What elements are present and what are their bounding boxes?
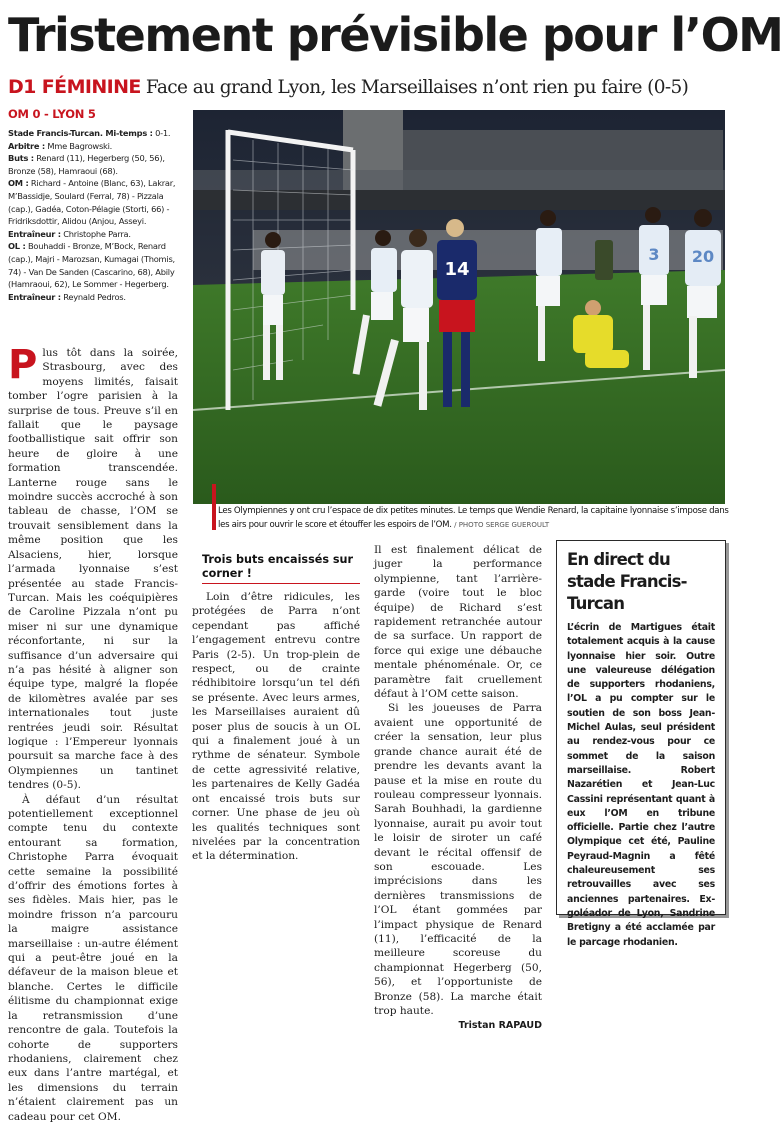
live-from-stadium-box — [556, 540, 726, 948]
deck: Face au grand Lyon, les Marseillaises n’ont rien pu faire (0-5) — [145, 77, 689, 98]
match-referee: Arbitre : Mme Bagrowski. — [8, 140, 113, 151]
box-text: L’écrin de Martigues était totalement acquis à la cause lyonnaise hier soir. Outre une valeureuse délégation de supporters rhodaniens, l’OL a pu compter sur le soutien de son boss Jean-Michel Aulas, seul président au rendez-vous pour ce sommet de la saison marseillaise. Robert Nazarétien et Jean-Luc Cassini représentant quant à eux l’OM en tribune officielle. Partie chez l’autre Olympique cet été, Pauline Peyraud-Magnin a fêté chaleureusement ses retrouvailles avec ses anciennes partenaires. Ex-goléador de Lyon, Sandrine Bretigny a été acclamée par le parcage rhodanien. — [567, 622, 715, 948]
ol-coach: Entraîneur : Reynald Pedros. — [8, 291, 126, 302]
match-photo-illustration — [193, 110, 725, 504]
ol-lineup: OL : Bouhaddi - Bronze, M’Bock, Renard (cap.), Majri - Marozsan, Kumagai (Thomis, 74) - Van De Sanden (Cascarino, 68), Abily (Hamraoui, 62), Le Sommer - Hegerberg. — [8, 241, 175, 290]
article-paragraph-3: Loin d’être ridicules, les protégées de Parra n’ont cependant pas affiché l’engagement entrevu contre Paris (2-5). Un trop-plein de respect, ou de crainte rédhibitoire lorsqu’un tel défi se présente. Avec leurs armes, les Marseillaises auraient dû poser plus de soucis à un OL qui a finalement joué à un rythme de sénateur. Symbole de cette agressivité relative, les partenaires de Kelly Gadéa ont encaissé trois buts sur corner. Une phase de jeu où les qualités techniques sont nivelées par la concentration et la détermination. — [192, 591, 360, 863]
match-score: OM 0 - LYON 5 — [8, 107, 96, 121]
match-sheet — [8, 106, 188, 346]
section-kicker: D1 FÉMININE — [8, 76, 141, 98]
article-paragraph-5: Si les joueuses de Parra avaient une opportunité de créer la sensation, leur plus grande chance aurait été de prendre les devants avant la pause et la mise en route du rouleau compresseur lyonnais. Sarah Bouhhadi, la gardienne lyonnaise, aurait pu avoir tout le loisir de siroter un café devant le récital offensif de son escouade. Les imprécisions dans les dernières transmissions de l’OL étant gommées par l’impact physique de Renard (11), l’efficacité de la meilleure scoreuse du championnat Hegerberg (50, 56), et l’opportuniste de Bronze (58). La marche était trop haute. — [374, 702, 542, 1017]
photo-credit: / PHOTO SERGE GUEROULT — [454, 520, 550, 529]
article-column-1 — [8, 342, 178, 1123]
photo-caption — [212, 505, 734, 537]
article-paragraph-4: Il est finalement délicat de juger la performance olympienne, tant l’arrière-garde (voire tout le bloc équipe) de Richard s’est rapidement retranchée autour de sa surface. Un rapport de force qui exige une débauche mentale phénoménale. Or, ce paramètre fait cruellement défaut à l’OM cette saison. — [374, 544, 542, 701]
jersey-number-14: 14 — [444, 259, 470, 280]
box-title: En direct du stade Francis-Turcan — [567, 550, 687, 613]
subhead — [8, 72, 734, 102]
author-last-name: RAPAUD — [498, 1020, 542, 1032]
match-goals: Buts : Renard (11), Hegerberg (50, 56), Bronze (58), Hamraoui (68). — [8, 153, 165, 176]
match-stadium: Stade Francis-Turcan. Mi-temps : 0-1. — [8, 128, 171, 138]
om-coach: Entraîneur : Christophe Parra. — [8, 228, 131, 239]
om-lineup: OM : Richard - Antoine (Blanc, 63), Lakrar, M’Bassidje, Soulard (Ferral, 78) - Pizzala (cap.), Gadéa, Coton-Pélagie (Storti, 66) - Fridriksdottir, Alidou (Anjou, Asseyi. — [8, 178, 176, 227]
author-first-name: Tristan — [458, 1020, 496, 1032]
caption-text: Les Olympiennes y ont cru l’espace de dix petites minutes. Le temps que Wendie Renard, la capitaine lyonnaise s’impose dans les airs pour ouvrir le score et étouffer les espoirs de l’OM. — [218, 506, 729, 530]
article-column-2 — [192, 543, 360, 923]
jersey-number-3: 3 — [648, 245, 660, 264]
jersey-number-20: 20 — [691, 247, 715, 266]
intertitle: Trois buts encaissés sur corner ! — [202, 553, 360, 584]
drop-cap: P — [8, 342, 38, 388]
article-paragraph-1: lus tôt dans la soirée, Strasbourg, avec des moyens limités, faisait tomber l’ogre parisien à la surprise de tous. Preuve s’il en fallait que le paysage footballistique sait offrir son heure de gloire à une formation transcendée. Lanterne rouge sans le moindre succès accroché à son tableau de chasse, l’OM se trouvait sensiblement dans la même position que les Alsaciens, hier, lorsque l’armada lyonnaise s’est présentée au stade Francis-Turcan. Mais les coéquipières de Caroline Pizzala n’ont pu miser ni sur une dynamique réconfortante, ni sur la suffisance d’un adversaire qui n’a pas hésité à aligner son équipe type, malgré la flopée de kilomètres avalée par ses internationales tout juste rentrées jeudi soir. Résultat logique : l’Empereur lyonnais poursuit sa marche face à des Olympiennes un tantinet tendres (0-5). — [8, 347, 178, 792]
headline: Tristement prévisible pour l’OM — [8, 8, 782, 62]
article-column-3 — [374, 543, 542, 1032]
match-photo — [193, 110, 725, 504]
byline — [374, 1019, 542, 1033]
article-paragraph-2: À défaut d’un résultat potentiellement exceptionnel compte tenu du contexte entourant sa formation, Christophe Parra évoquait cette semaine la possibilité d’offrir des émotions fortes à ses fidèles. Mais hier, pas le moindre frisson n’a parcouru la maigre assistance marseillaise : un-autre élément qui a peut-être joué en la défaveur de la maison bleue et blanche. Certes le difficile élitisme du championnat exige la retransmission d’une rencontre de gala. Toutefois la cohorte de supporters rhodaniens, clairement chez eux dans l’antre martégal, et les dimensions du terrain n’étaient clairement pas un cadeau pour cet OM. — [8, 793, 178, 1123]
